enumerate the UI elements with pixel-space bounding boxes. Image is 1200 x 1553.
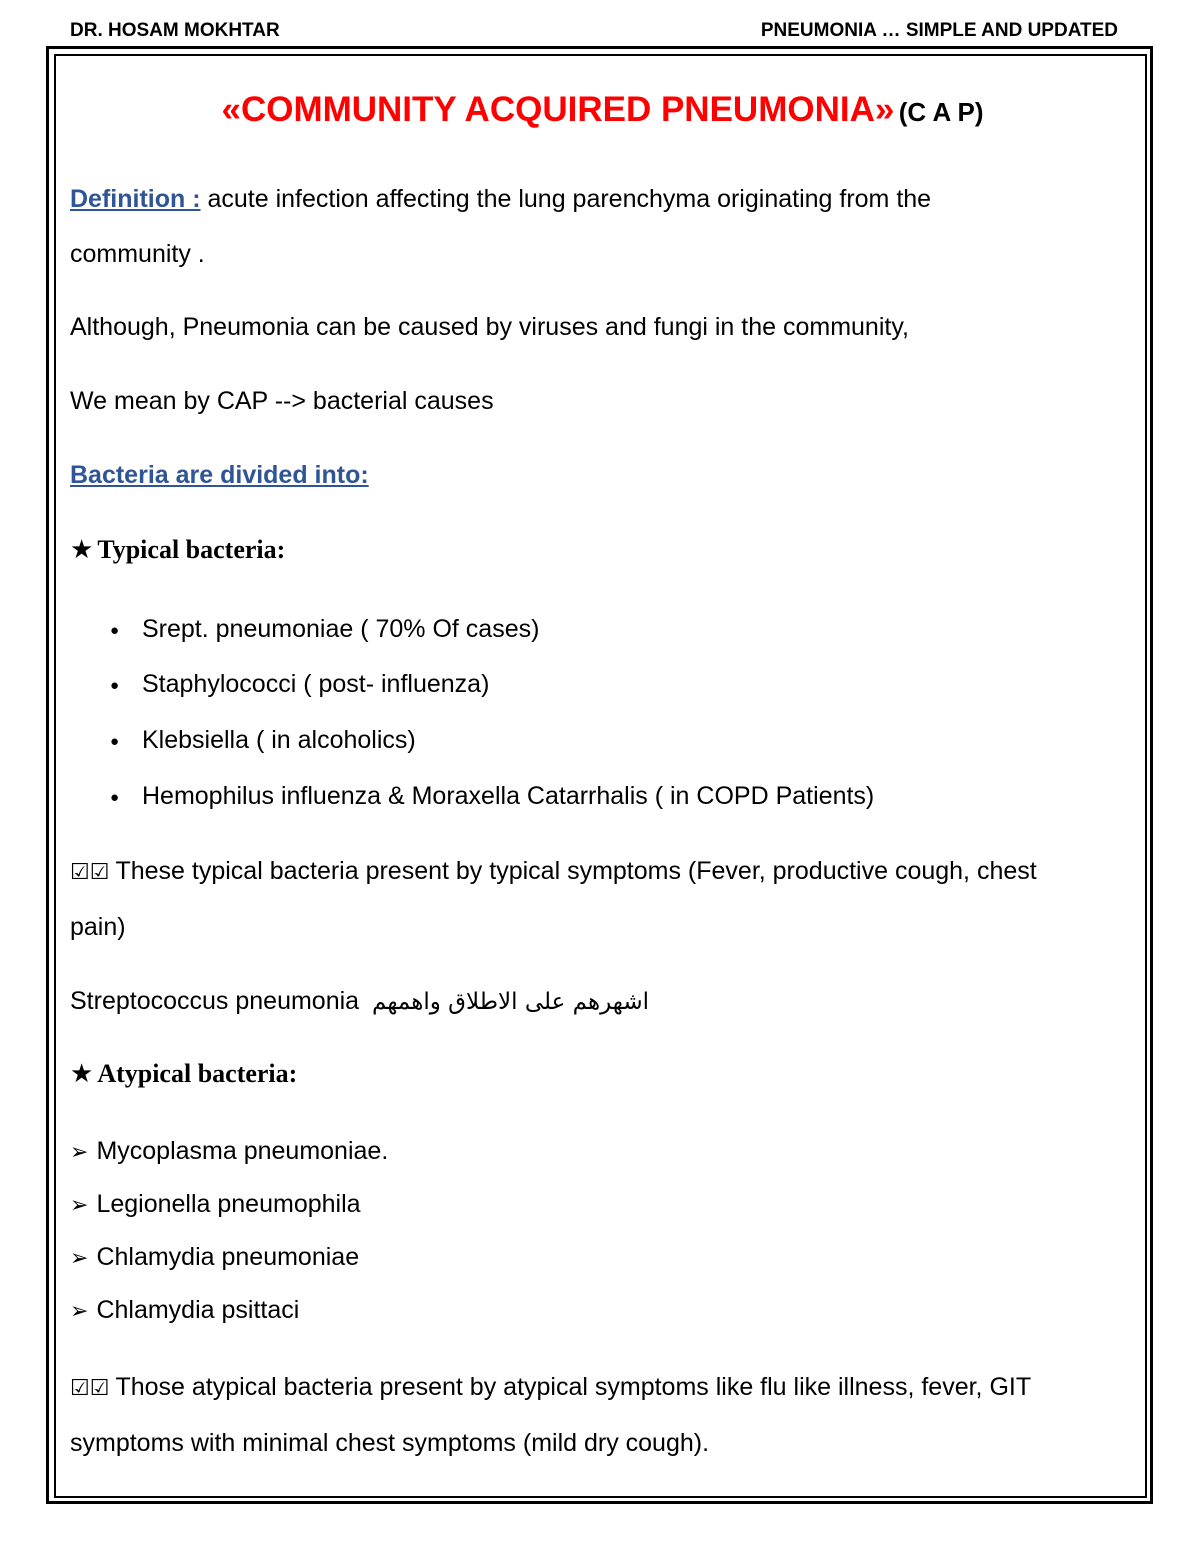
atypical-note-line-1: ☑☑ Those atypical bacteria present by atypical symptoms like flu like illness, fever, GIT <box>70 1373 1032 1401</box>
bacteria-heading: Bacteria are divided into: <box>70 461 369 489</box>
arrow-icon: ➢ <box>70 1140 89 1165</box>
star-icon: ★ <box>70 535 94 565</box>
arrow-icon: ➢ <box>70 1299 89 1324</box>
list-item: ➢ Chlamydia pneumoniae <box>70 1243 360 1271</box>
definition-label: Definition : <box>70 185 201 213</box>
arabic-note: اشهرهم على الاطلاق واهمهم <box>372 989 650 1015</box>
list-item: ➢ Mycoplasma pneumoniae. <box>70 1137 389 1165</box>
checkbox-icon: ☑☑ <box>70 1376 110 1401</box>
strep-note: Streptococcus pneumonia اشهرهم على الاطلاق واهمهم <box>70 987 650 1015</box>
star-icon: ★ <box>70 1059 94 1089</box>
typical-note-line-1: ☑☑ These typical bacteria present by typical symptoms (Fever, productive cough, chest <box>70 857 1037 885</box>
arrow-icon: ➢ <box>70 1193 89 1218</box>
bullet-icon: ● <box>110 677 120 694</box>
typical-heading <box>70 535 285 565</box>
bullet-icon: ● <box>110 622 120 639</box>
header-author: DR. HOSAM MOKHTAR <box>70 20 280 41</box>
bullet-icon: ● <box>110 733 120 750</box>
title-abbreviation: (C A P) <box>898 97 984 127</box>
page-border-inner <box>54 54 1147 1498</box>
arrow-icon: ➢ <box>70 1246 89 1271</box>
checkbox-icon: ☑☑ <box>70 860 110 885</box>
atypical-note-line-2: symptoms with minimal chest symptoms (mild dry cough). <box>70 1429 710 1457</box>
atypical-heading-text: Atypical bacteria: <box>97 1059 298 1088</box>
definition-line-1 <box>70 185 931 214</box>
definition-text: acute infection affecting the lung parenchyma originating from the <box>200 185 932 213</box>
list-item: ➢ Chlamydia psittaci <box>70 1296 300 1324</box>
definition-line-2: community . <box>70 240 205 268</box>
typical-heading-text: Typical bacteria: <box>97 535 286 564</box>
title-main: «COMMUNITY ACQUIRED PNEUMONIA» <box>221 90 895 129</box>
bullet-icon: ● <box>110 789 120 806</box>
header-topic: PNEUMONIA … SIMPLE AND UPDATED <box>760 20 1118 41</box>
typical-note-line-2: pain) <box>70 913 126 941</box>
atypical-heading <box>70 1059 297 1089</box>
paragraph-viruses-fungi: Although, Pneumonia can be caused by viruses and fungi in the community, <box>70 313 909 341</box>
page-title <box>70 90 1135 130</box>
paragraph-cap-meaning: We mean by CAP --> bacterial causes <box>70 387 494 415</box>
list-item: ➢ Legionella pneumophila <box>70 1190 361 1218</box>
